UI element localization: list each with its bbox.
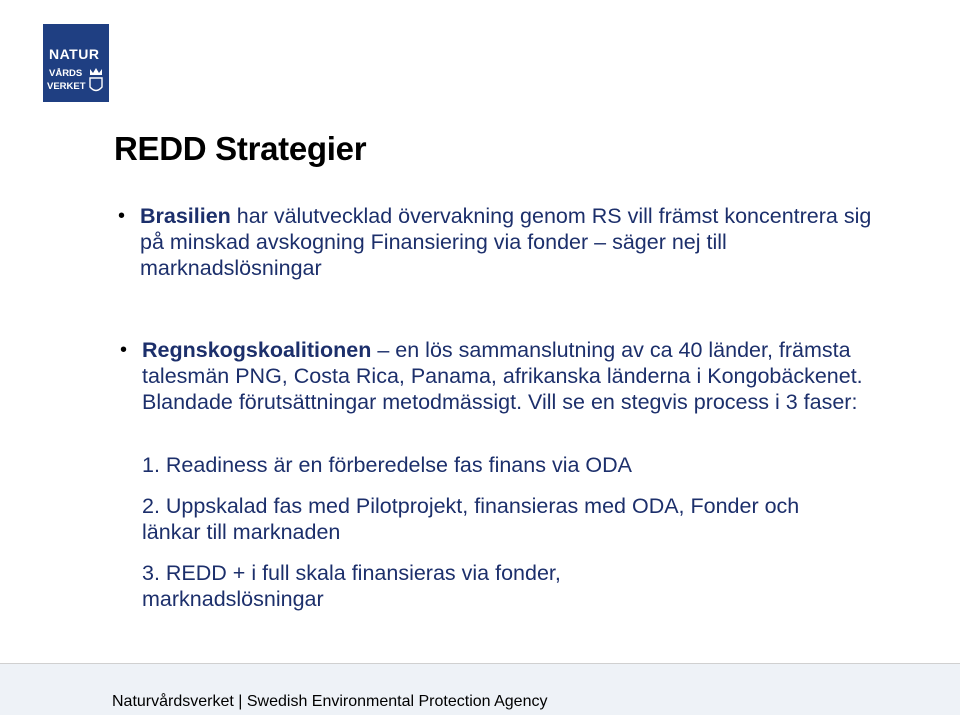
- footer-text: Naturvårdsverket | Swedish Environmental Protection Agency: [112, 693, 548, 710]
- logo-line-2: VÅRDS: [49, 68, 83, 79]
- phase-item: 1. Readiness är en förberedelse fas finans via ODA: [142, 453, 632, 477]
- slide-title: REDD Strategier: [114, 130, 367, 167]
- bullet-text: har välutvecklad övervakning genom RS vill främst koncentrera sig på minskad avskogning Finansiering via fonder – säger nej till marknadslösningar: [140, 204, 872, 280]
- crown-shield-icon: [88, 67, 104, 95]
- bullet-lead: Brasilien: [140, 204, 231, 228]
- agency-logo: [43, 24, 109, 102]
- bullet-regnskogskoalitionen: [120, 337, 902, 415]
- phase-item: 3. REDD + i full skala finansieras via fonder, marknadslösningar: [142, 561, 561, 611]
- bullet-lead: Regnskogskoalitionen: [142, 338, 372, 362]
- logo-line-3: VERKET: [47, 81, 86, 92]
- bullet-brasilien: [118, 203, 900, 281]
- bullet-dot-icon: •: [120, 339, 128, 361]
- bullet-text: – en lös sammanslutning av ca 40 länder, främsta talesmän PNG, Costa Rica, Panama, afrikanska länderna i Kongobäckenet. Blandade förutsättningar metodmässigt. Vill se en stegvis process i 3 faser:: [142, 338, 863, 414]
- bullet-dot-icon: •: [118, 205, 126, 227]
- logo-line-1: NATUR: [49, 46, 100, 62]
- phase-item: 2. Uppskalad fas med Pilotprojekt, finansieras med ODA, Fonder och länkar till marknaden: [142, 494, 800, 544]
